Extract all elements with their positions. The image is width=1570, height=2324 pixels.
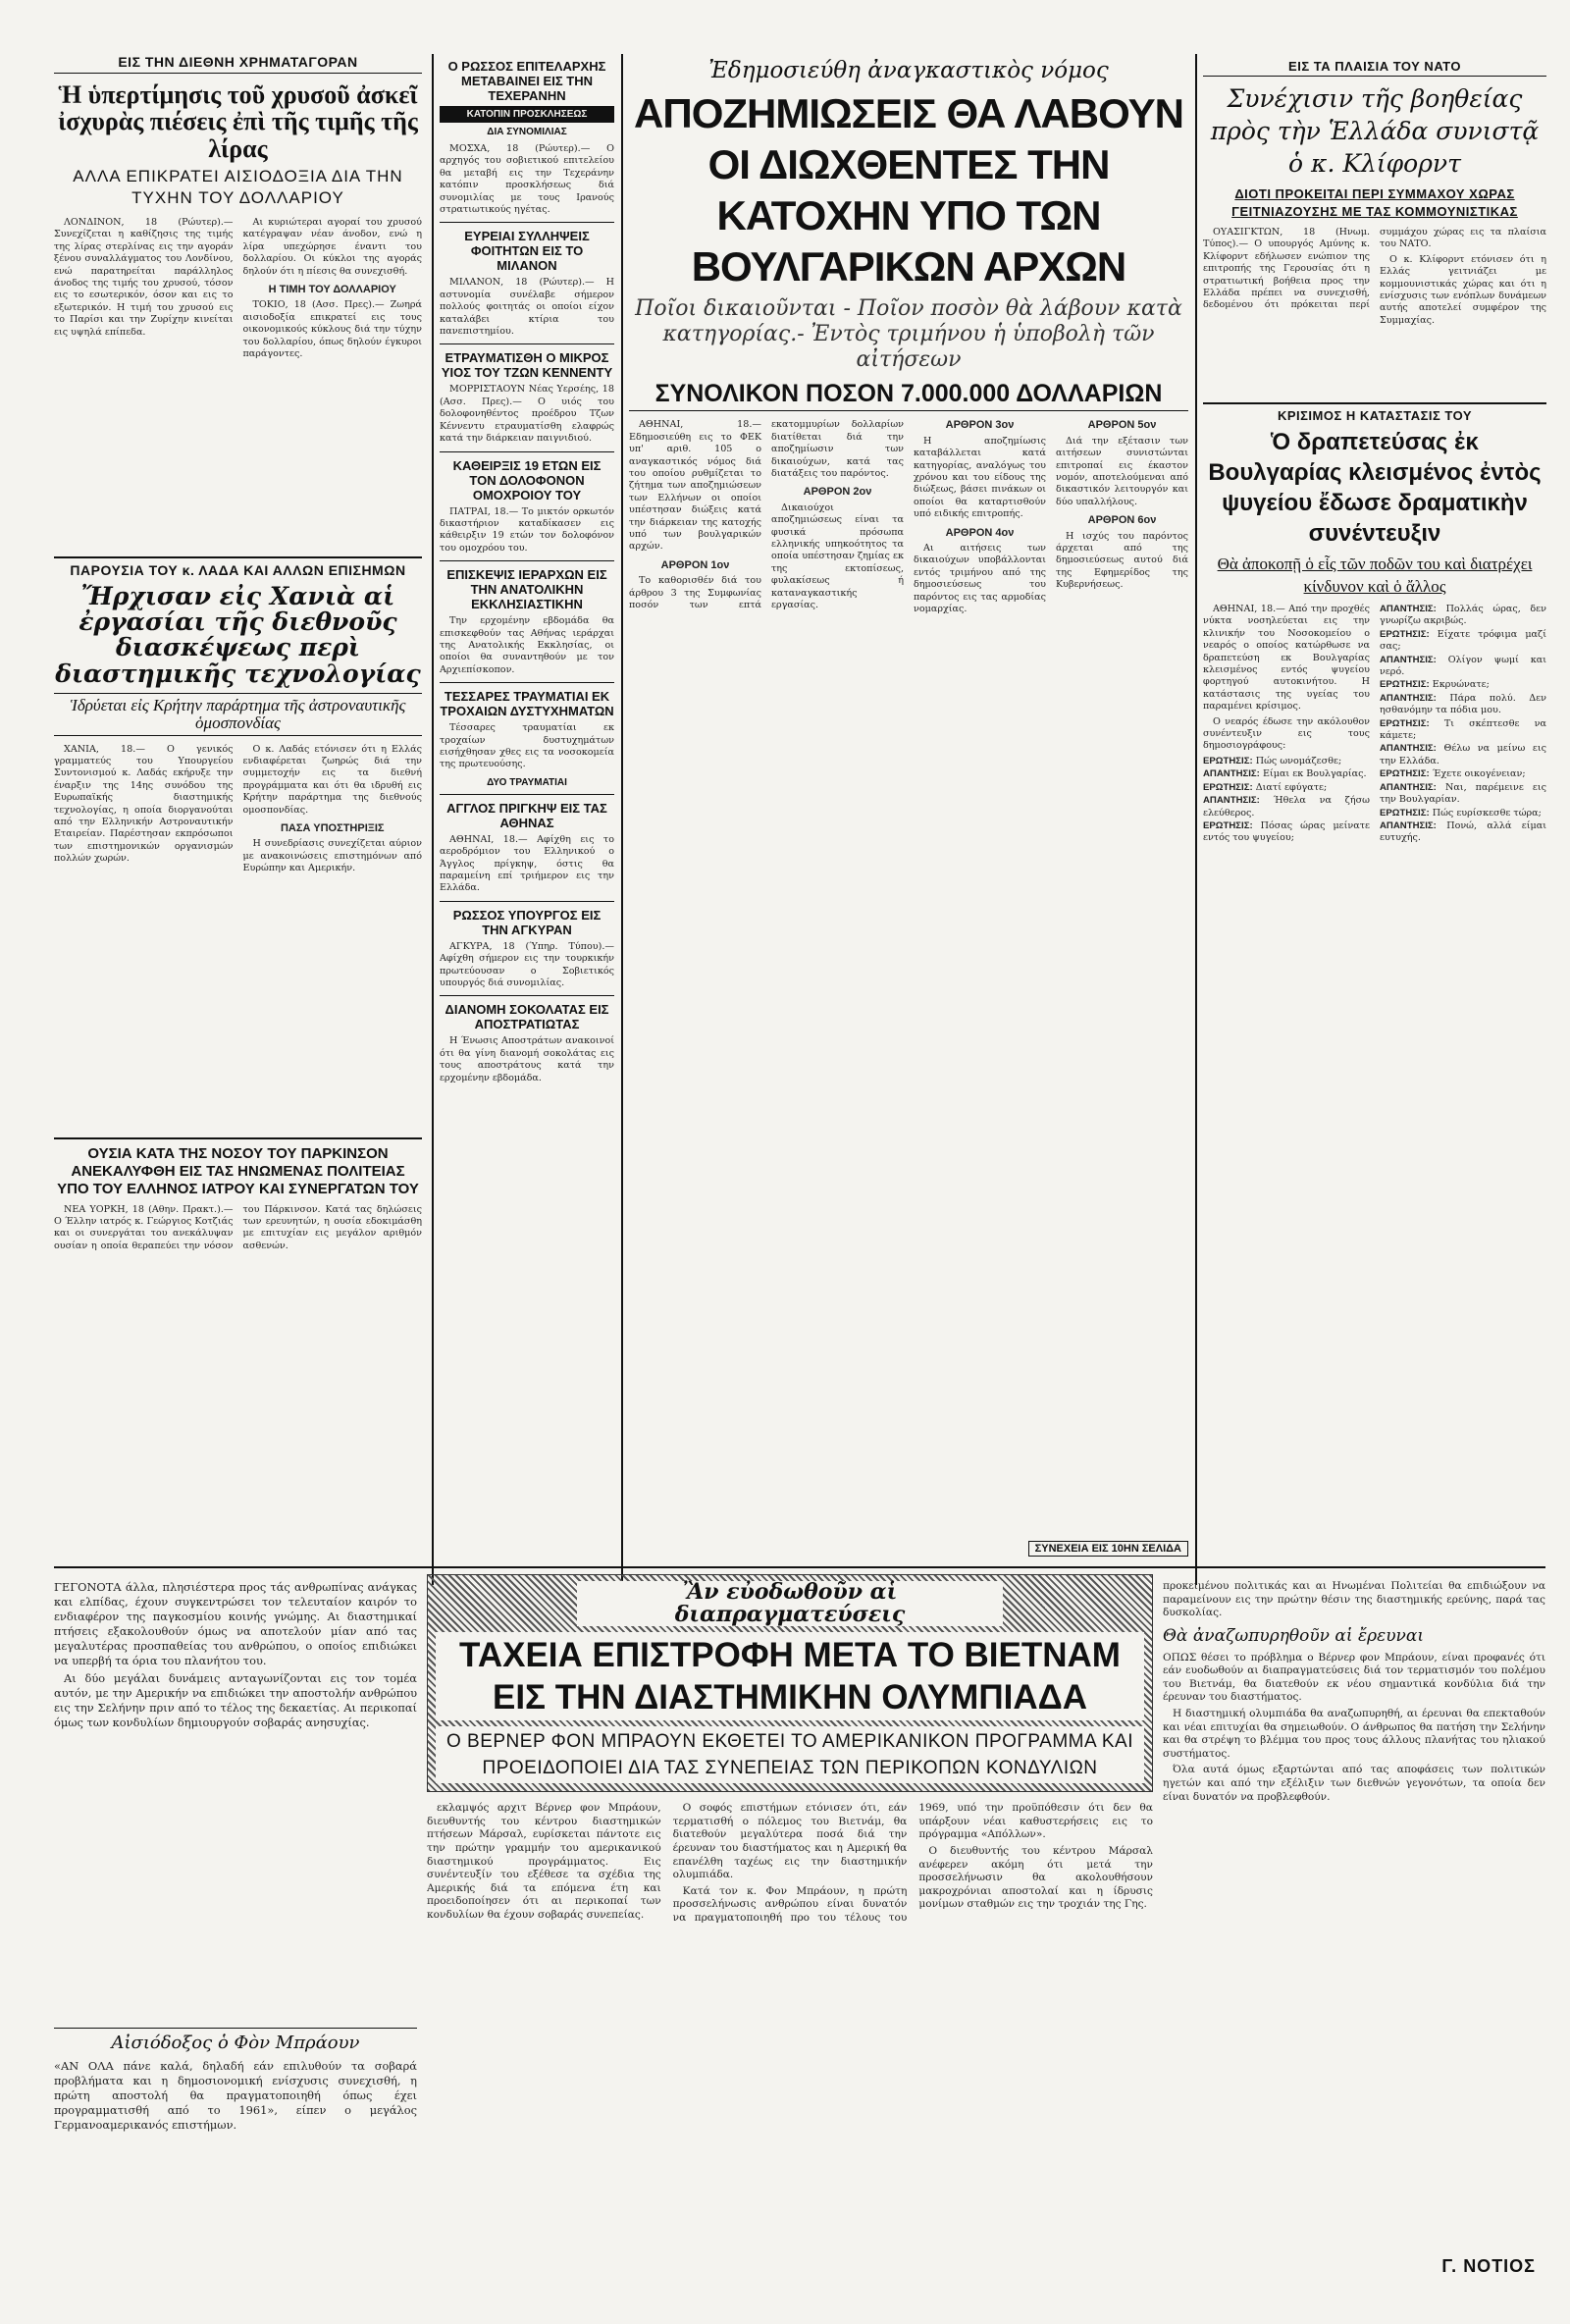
accidents-body: [440, 722, 614, 771]
article-2-heading: ΑΡΘΡΟΝ 2ον: [803, 486, 872, 499]
russian-chief-title: Ο ΡΩΣΣΟΣ ΕΠΙΤΕΛΑΡΧΗΣ ΜΕΤΑΒΑΙΝΕΙ ΕΙΣ ΤΗΝ ΤΕΧΕΡΑΝΗΝ: [447, 59, 606, 103]
gold-headline: Ἡ ὑπερτίμησις τοῦ χρυσοῦ ἀσκεῖ ἰσχυρὰς πιέσεις ἐπὶ τῆς τιμῆς τῆς λίρας: [58, 80, 418, 163]
kennedy-paragraph: ΜΟΡΡΙΣΤΑΟΥΝ Νέας Υερσέης, 18 (Ασσ. Πρες).— Ο υιός του δολοφονηθέντος προέδρου Τζων Κέννεντυ ετραυματίσθη ελαφρώς κατά την διάρκειαν παιγνιδιού.: [440, 384, 614, 445]
gold-subhead: ΑΛΛΑ ΕΠΙΚΡΑΤΕΙ ΑΙΣΙΟΔΟΞΙΑ ΔΙΑ ΤΗΝ ΤΥΧΗΝ ΤΟΥ ΔΟΛΛΑΡΙΟΥ: [73, 166, 403, 207]
support-subhead: ΠΑΣΑ ΥΠΟΣΤΗΡΙΞΙΣ: [280, 822, 385, 835]
interview-speaker-label: ΑΠΑΝΤΗΣΙΣ:: [1380, 819, 1437, 831]
chania-subhead: Ἱδρύεται εἰς Κρήτην παράρτημα τῆς ἀστροναυτικῆς ὁμοσπονδίας: [54, 693, 422, 736]
interview-text: Είμαι εκ Βουλγαρίας.: [1262, 768, 1367, 780]
prince-paragraph: ΑΘΗΝΑΙ, 18.— Αφίχθη εις το αεροδρόμιον του Ελληνικού ο Άγγλος πρίγκηψ, όστις θα παραμείνη επί τριήμερον εις την Ελλάδα.: [440, 833, 614, 894]
interview-speaker-label: ΑΠΑΝΤΗΣΙΣ:: [1203, 768, 1260, 780]
nato-article-body: [1203, 227, 1546, 398]
chania-kicker: ΠΑΡΟΥΣΙΑ ΤΟΥ κ. ΛΑΔΑ ΚΑΙ ΑΛΛΩΝ ΕΠΙΣΗΜΩΝ: [70, 561, 406, 578]
nato-paragraph: ΟΥΑΣΙΓΚΤΩΝ, 18 (Ηνωμ. Τύπος).— Ο υπουργός Αμύνης κ. Κλίφορντ εδήλωσεν ενώπιον της επιτροπής της Γερουσίας ότι η στρατιωτική βοήθεια προς την Ελλάδα πρέπει να συνεχισθή, δεδομένου ότι πρόκειται περί συμμάχου χώρας εις τα πλαίσια του ΝΑΤΟ.: [1203, 227, 1546, 311]
article-1-heading: ΑΡΘΡΟΝ 1ον: [660, 558, 730, 571]
right-paragraph: προκειμένου πολιτικάς και αι Ηνωμέναι Πολιτείαι θα επιδιώξουν να παραμείνουν εις την πρώτην θέσιν της διαστημικής ερεύνης, παρά τας δυσκολίας.: [1163, 1580, 1545, 1619]
russian-chief-sub: ΚΑΤΟΠΙΝ ΠΡΟΣΚΛΗΣΕΩΣ: [440, 106, 614, 123]
chania-paragraph: ΧΑΝΙΑ, 18.— Ο γενικός γραμματεύς του Υπουργείου Συντονισμού κ. Λαδάς εκήρυξε την έναρξιν της 14ης συνόδου της Ευρωπαϊκής διαστημικής τεχνολογίας, η οποία διοργανούται από την Ελληνικήν Αστροναυτικήν Εταιρείαν. Παρέστησαν εκπρόσωποι των επιστημονικών οργανισμών πολλών χωρών.: [54, 743, 234, 865]
ankara-paragraph: ΑΓΚΥΡΑ, 18 (Ύπηρ. Τύπου).— Αφίχθη σήμερον εις την τουρκικήν πρωτεύουσαν ο Σοβιετικός υπουργός διά συνομιλίας.: [440, 940, 614, 989]
parkinson-headline: ΟΥΣΙΑ ΚΑΤΑ ΤΗΣ ΝΟΣΟΥ ΤΟΥ ΠΑΡΚΙΝΣΟΝ ΑΝΕΚΑΛΥΦΘΗ ΕΙΣ ΤΑΣ ΗΝΩΜΕΝΑΣ ΠΟΛΙΤΕΙΑΣ ΥΠΟ ΤΟΥ ΕΛΛΗΝΟΣ ΙΑΤΡΟΥ ΚΑΙ ΣΥΝΕΡΓΑΤΩΝ ΤΟΥ: [57, 1144, 419, 1197]
nato-paragraph: Ο κ. Κλίφορντ ετόνισεν ότι η Ελλάς γειτνιάζει με κομμουνιστικάς χώρας και ότι η ενίσχυσις των ενόπλων δυνάμεων αυτής αποτελεί συμφέρον της Συμμαχίας.: [1380, 253, 1546, 326]
space-subhead: Ο ΒΕΡΝΕΡ ΦΟΝ ΜΠΡΑΟΥΝ ΕΚΘΕΤΕΙ ΤΟ ΑΜΕΡΙΚΑΝΙΚΟΝ ΠΡΟΓΡΑΜΜΑ ΚΑΙ ΠΡΟΕΙΔΟΠΟΙΕΙ ΔΙΑ ΤΑΣ ΣΥΝΕΠΕΙΑΣ ΤΩΝ ΠΕΡΙΚΟΠΩΝ ΚΟΝΔΥΛΙΩΝ: [436, 1726, 1144, 1783]
refrigerator-article-body: [1203, 604, 1546, 1506]
patras-body: [440, 506, 614, 555]
refrigerator-headline: Ὁ δραπετεύσας ἐκ Βουλγαρίας κλεισμένος ἐντὸς ψυγείου ἔδωσε δραματικὴν συνέντευξιν: [1208, 429, 1542, 547]
lead-paragraph: Διά την εξέτασιν των αιτήσεων συνιστώνται επιτροπαί εις έκαστον νομόν, αποτελούμεναι από δικαστικόν λειτουργόν και δύο υπαλλήλους.: [1056, 435, 1188, 507]
accidents-paragraph: Τέσσαρες τραυματίαι εκ τροχαίων δυστυχημάτων εισήχθησαν χθες εις τα νοσοκομεία της πρωτευούσης.: [440, 722, 614, 770]
article-4-heading: ΑΡΘΡΟΝ 4ον: [945, 526, 1015, 539]
parkinson-article-body: [54, 1204, 422, 1351]
ankara-body: [440, 941, 614, 990]
lead-paragraph: ΑΘΗΝΑΙ, 18.— Εδημοσιεύθη εις το ΦΕΚ υπ' αριθ. 105 ο αναγκαστικός νόμος διά του οποίου ρυθμίζεται το ζήτημα των αποζημιώσεων των Ελλήνων οι οποίοι υπέστησαν διώξεις κατά την διάρκειαν της κατοχής υπό των βουλγαρικών αρχών.: [629, 419, 761, 553]
prince-title: ΑΓΓΛΟΣ ΠΡΙΓΚΗΨ ΕΙΣ ΤΑΣ ΑΘΗΝΑΣ: [446, 800, 607, 830]
interview-speaker-label: ΕΡΩΤΗΣΙΣ:: [1203, 755, 1253, 766]
interview-speaker-label: ΕΡΩΤΗΣΙΣ:: [1380, 679, 1430, 691]
space-paragraph: Ο διευθυντής του κέντρου Μάρσαλ ανέφερεν ακόμη ότι μετά την προσσελήνωσιν θα ακολουθήσουν μακροχρόνιαι αποστολαί και η ίδρυσις μονίμων σταθμών εις την τροχιάν της Γης.: [918, 1844, 1153, 1911]
column-rule-2: [621, 54, 623, 1585]
russian-chief-paragraph: ΜΟΣΧΑ, 18 (Ρώυτερ).— Ο αρχηγός του σοβιετικού επιτελείου θα μεταβή εις την Τεχεράνην κατόπιν προσκλήσεως διά συνομιλίας με τους Ιρανούς στρατιωτικούς ηγέτας.: [440, 143, 614, 216]
interview-speaker-label: ΕΡΩΤΗΣΙΣ:: [1380, 768, 1430, 780]
interview-speaker-label: ΕΡΩΤΗΣΙΣ:: [1203, 819, 1253, 831]
editorial-paragraph: Αι δύο μεγάλαι δυνάμεις ανταγωνίζονται εις τον τομέα αυτόν, με την Αμερικήν να επιδιώκει την αποστολήν ανθρώπου εις την Σελήνην πριν από το τέλος της δεκαετίας. Αι περικοπαί όμως των κονδυλίων δημιουργούν σοβαράς ανησυχίας.: [54, 1671, 417, 1729]
bottom-right-column: [1163, 1580, 1545, 2306]
chania-paragraph: Η συνεδρίασις συνεχίζεται αύριον με ανακοινώσεις επιστημόνων από Ευρώπην και Αμερικήν.: [242, 838, 422, 874]
space-paragraph: εκλαμψός αρχιτ Βέρνερ φον Μπράουν, διευθυντής του κέντρου διαστημικών πτήσεων Μάρσαλ, ευρίσκεται πάντοτε εις την πρώτην γραμμήν του αμερικανικού διαστημικού προγράμματος. Εις συνέντευξίν του εξέθεσε τα σχέδια της Αμερικής διά τα επόμενα έτη και προειδοποίησεν ότι αι περικοπαί των κονδυλίων θα έχουν σοβαράς συνεπείας.: [427, 1802, 661, 1921]
refrigerator-paragraph: Ο νεαρός έδωσε την ακόλουθον συνέντευξιν εις τους δημοσιογράφους:: [1203, 715, 1370, 752]
bottom-section-rule: [54, 1566, 1545, 1568]
russian-chief-sub2: ΔΙΑ ΣΥΝΟΜΙΛΙΑΣ: [487, 127, 567, 137]
kennedy-title: ΕΤΡΑΥΜΑΤΙΣΘΗ Ο ΜΙΚΡΟΣ ΥΙΟΣ ΤΟΥ ΤΖΩΝ ΚΕΝΝΕΝΤΥ: [441, 350, 613, 381]
interview-qa-item: [1203, 795, 1370, 819]
von-braun-optimist-paragraph: «ΑΝ ΟΛΑ πάνε καλά, δηλαδή εάν επιλυθούν τα σοβαρά προβλήματα και η δημοσιονομική ενίσχυσις συνεχισθή, η πρώτη αποστολή θα πραγματοποιηθή όπως έχει προγραμματισθή από το 1961», είπεν ο μεγάλος Γερμανοαμερικανός επιστήμων.: [54, 2058, 417, 2132]
milan-body: [440, 277, 614, 338]
milan-paragraph: ΜΙΛΑΝΟΝ, 18 (Ρώυτερ).— Η αστυνομία συνέλαβε σήμερον πολλούς φοιτητάς οι οποίοι είχον καταλάβει κτίρια του πανεπιστημίου.: [440, 277, 614, 338]
interview-qa-item: [1203, 820, 1370, 845]
von-braun-optimist-title: Αἰσιόδοξος ὁ Φὸν Μπράουν: [111, 2033, 360, 2053]
interview-speaker-label: ΑΠΑΝΤΗΣΙΣ:: [1380, 604, 1437, 614]
lead-paragraph: Η ισχύς του παρόντος άρχεται από της δημοσιεύσεως αυτού διά της Εφημερίδος της Κυβερνήσεως.: [1056, 530, 1188, 591]
gold-paragraph: Αι κυριώτεραι αγοραί του χρυσού κατέγραψαν νέαν άνοδον, ενώ η λίρα υπεχώρησε έναντι του δολλαρίου. Οι κύκλοι της αγοράς δηλούν ότι η πίεσις θα συνεχισθή.: [242, 216, 422, 277]
gold-paragraph: ΤΟΚΙΟ, 18 (Ασσ. Πρες).— Ζωηρά αισιοδοξία επικρατεί εις τους οικονομικούς κύκλους διά την τύχην του δολλαρίου, όπως δηλούν έγκυροι παράγοντες.: [242, 299, 422, 359]
lead-paragraph: Αι αιτήσεις των δικαιούχων υποβάλλονται εντός τριμήνου από της δημοσιεύσεως του παρόντος εις τας αρμοδίας νομαρχίας.: [914, 543, 1046, 615]
interview-text: Πώς ευρίσκεσθε τώρα;: [1432, 807, 1542, 819]
interview-speaker-label: ΕΡΩΤΗΣΙΣ:: [1380, 628, 1430, 640]
interview-text: Θέλω να μείνω εις την Ελλάδα.: [1380, 743, 1546, 766]
interview-text: Πονώ, αλλά είμαι ευτυχής.: [1380, 819, 1546, 844]
chania-article-body: [54, 744, 422, 1132]
column-1: [54, 54, 422, 1565]
chocolate-paragraph: Η Ένωσις Αποστράτων ανακοινοί ότι θα γίνη διανομή σοκολάτας εις τους αποστράτους κατά την ερχομένην εβδομάδα.: [440, 1035, 614, 1083]
article-5-heading: ΑΡΘΡΟΝ 5ον: [1087, 419, 1157, 432]
interview-text: Πολλάς ώρας, δεν γνωρίζω ακριβώς.: [1380, 604, 1546, 627]
accidents-title: ΤΕΣΣΑΡΕΣ ΤΡΑΥΜΑΤΙΑΙ ΕΚ ΤΡΟΧΑΙΩΝ ΔΥΣΤΥΧΗΜΑΤΩΝ: [440, 689, 614, 719]
accidents-subhead: ΔΥΟ ΤΡΑΥΜΑΤΙΑΙ: [487, 776, 567, 788]
interview-text: Τι σκέπτεσθε να κάμετε;: [1380, 717, 1546, 742]
refrigerator-subhead: Θὰ ἀποκοπῇ ὁ εἷς τῶν ποδῶν του καὶ διατρέχει κίνδυνον καὶ ὁ ἄλλος: [1217, 555, 1533, 596]
refrigerator-paragraph: ΑΘΗΝΑΙ, 18.— Από την προχθές νύκτα νοσηλεύεται εις την κλινικήν του Νοσοκομείου ο νεαρός ο οποίος κατώρθωσε να δραπετεύση εκ Βουλγαρίας κλεισμένος εντός ψυγείου φορτηγού αυτοκινήτου. Η κατάστασις της υγείας του παραμένει κρίσιμος.: [1203, 604, 1370, 713]
gold-article-body: [54, 217, 422, 551]
interview-text: Ήθελα να ζήσω ελεύθερος.: [1203, 795, 1370, 819]
research-title: Θὰ ἀναζωπυρηθοῦν αἱ ἔρευναι: [1163, 1625, 1425, 1646]
interview-qa-item: [1380, 693, 1546, 717]
interview-qa-item: [1380, 604, 1546, 628]
interview-text: Εκρυώνατε;: [1432, 679, 1490, 691]
interview-text: Έχετε οικογένειαν;: [1432, 768, 1526, 780]
hierarchs-paragraph: Την ερχομένην εβδομάδα θα επισκεφθούν τας Αθήνας ιεράρχαι της Ανατολικής Εκκλησίας, οι οποίοι θα συναντηθούν με τον Αρχιεπίσκοπον.: [440, 615, 614, 675]
space-headline-banner: [427, 1574, 1153, 1792]
lead-headline: ΑΠΟΖΗΜΙΩΣΕΙΣ ΘΑ ΛΑΒΟΥΝ ΟΙ ΔΙΩΧΘΕΝΤΕΣ ΤΗΝ ΚΑΤΟΧΗΝ ΥΠΟ ΤΩΝ ΒΟΥΛΓΑΡΙΚΩΝ ΑΡΧΩΝ: [634, 90, 1183, 290]
patras-title: ΚΑΘΕΙΡΞΙΣ 19 ΕΤΩΝ ΕΙΣ ΤΟΝ ΔΟΛΟΦΟΝΟΝ ΟΜΟΧΡΟΙΟΥ ΤΟΥ: [452, 457, 602, 502]
chocolate-title: ΔΙΑΝΟΜΗ ΣΟΚΟΛΑΤΑΣ ΕΙΣ ΑΠΟΣΤΡΑΤΙΩΤΑΣ: [445, 1002, 609, 1032]
kennedy-body: [440, 384, 614, 445]
article-6-heading: ΑΡΘΡΟΝ 6ον: [1087, 514, 1157, 527]
interview-text: Είχατε τρόφιμα μαζί σας;: [1380, 628, 1546, 653]
space-kicker: Ἂν εὐοδωθοῦν αἱ διαπραγματεύσεις: [577, 1581, 1002, 1626]
interview-speaker-label: ΑΠΑΝΤΗΣΙΣ:: [1203, 795, 1260, 807]
interview-text: Πάρα πολύ. Δεν ησθανόμην τα πόδια μου.: [1380, 692, 1546, 716]
interview-qa-item: [1380, 655, 1546, 679]
nato-kicker: ΕΙΣ ΤΑ ΠΛΑΙΣΙΑ ΤΟΥ ΝΑΤΟ: [1203, 59, 1546, 77]
hierarchs-title: ΕΠΙΣΚΕΨΙΣ ΙΕΡΑΡΧΩΝ ΕΙΣ ΤΗΝ ΑΝΑΤΟΛΙΚΗΝ ΕΚΚΛΗΣΙΑΣΤΙΚΗΝ: [446, 567, 607, 612]
hierarchs-body: [440, 615, 614, 676]
chania-headline: Ἤρχισαν εἰς Χανιὰ αἱ ἐργασίαι τῆς διεθνοῦς διασκέψεως περὶ διαστημικῆς τεχνολογίας: [55, 581, 421, 688]
parkinson-paragraph: ΝΕΑ ΥΟΡΚΗ, 18 (Αθην. Πρακτ.).— Ο Έλλην ιατρός κ. Γεώργιος Κοτζιάς και οι συνεργάται του ανεκάλυψαν ουσίαν η οποία θεραπεύει την νόσον του Πάρκινσον. Κατά τας δηλώσεις των ερευνητών, η ουσία εδοκιμάσθη με επιτυχίαν εις μεγάλον αριθμόν ασθενών.: [54, 1203, 422, 1251]
interview-qa-item: [1380, 718, 1546, 743]
interview-text: Πώς ωνομάζεσθε;: [1255, 755, 1342, 766]
interview-qa-item: [1203, 756, 1370, 767]
research-paragraph: ΟΠΩΣ θέσει το πρόβλημα ο Βέρνερ φον Μπράουν, είναι προφανές ότι εάν ευοδωθούν αι διαπραγματεύσεις διά τον τερματισμόν του πολέμου του Βιετνάμ, θα διατεθούν εκ νέου σημαντικά κονδύλια διά την έρευναν του διαστήματος.: [1163, 1651, 1545, 1704]
editorial-paragraph: ΓΕΓΟΝΟΤΑ άλλα, πλησιέστερα προς τάς ανθρωπίνας ανάγκας και ελπίδας, έχουν συγκεντρώσει τον τελευταίον καιρόν το ενδιαφέρον της παγκοσμίου κοινής γνώμης. Αι διαστημικαί πτήσεις εξακολουθούν όμως να αποτελούν μίαν από τας μεγαλυτέρας προσπαθείας του ανθρώπου, ο οποίος επιδιώκει να υπερβή τα όρια του πλανήτου του.: [54, 1580, 417, 1667]
interview-text: Ναι, παρέμεινε εις την Βουλγαρίαν.: [1380, 781, 1546, 806]
bottom-center-column: [427, 1574, 1153, 2310]
dollar-subhead: Η ΤΙΜΗ ΤΟΥ ΔΟΛΛΑΡΙΟΥ: [268, 283, 396, 295]
lead-subhead: ΣΥΝΟΛΙΚΟΝ ΠΟΣΟΝ 7.000.000 ΔΟΛΛΑΡΙΩΝ: [629, 381, 1188, 411]
column-3: [629, 59, 1188, 1560]
interview-text: Ολίγον ψωμί και νερό.: [1380, 654, 1546, 678]
interview-speaker-label: ΑΠΑΝΤΗΣΙΣ:: [1380, 654, 1437, 665]
interview-qa-item: [1380, 808, 1546, 819]
column-rule-1: [432, 54, 434, 1585]
article-3-heading: ΑΡΘΡΟΝ 3ον: [945, 419, 1015, 432]
column-2: [440, 59, 614, 1560]
patras-paragraph: ΠΑΤΡΑΙ, 18.— Το μικτόν ορκωτόν δικαστήριον καταδίκασεν εις κάθειρξιν 19 ετών τον δολοφόνον του ομοχρόου του.: [440, 505, 614, 554]
interview-speaker-label: ΑΠΑΝΤΗΣΙΣ:: [1380, 781, 1437, 793]
refrigerator-kicker: ΚΡΙΣΙΜΟΣ Η ΚΑΤΑΣΤΑΣΙΣ ΤΟΥ: [1277, 408, 1473, 423]
lead-paragraph: Η αποζημίωσις καταβάλλεται κατά κατηγορίας, αναλόγως του χρόνου και του είδους της διώξεως, βάσει πινάκων οι οποίοι θα καταρτισθούν υπό ειδικής επιτροπής.: [914, 435, 1046, 520]
space-article-body: [427, 1802, 1153, 2310]
lead-paragraph: Δικαιούχοι αποζημιώσεως είναι τα φυσικά πρόσωπα ελληνικής υπηκοότητος τα οποία υπέστησαν ζημίας εκ της εκτοπίσεως, φυλακίσεως ή καταναγκαστικής εργασίας.: [771, 502, 904, 611]
milan-title: ΕΥΡΕΙΑΙ ΣΥΛΛΗΨΕΙΣ ΦΟΙΤΗΤΩΝ ΕΙΣ ΤΟ ΜΙΛΑΝΟΝ: [464, 229, 590, 274]
lead-paragraph: Το καθορισθέν διά του άρθρου 3 της Συμφωνίας ποσόν των επτά εκατομμυρίων δολλαρίων διατίθεται διά την αποζημίωσιν των δικαιούχων, κατά τας διατάξεις του παρόντος.: [629, 419, 904, 611]
byline: Γ. ΝΟΤΙΟΣ: [1441, 2256, 1536, 2276]
russian-chief-body: [440, 143, 614, 216]
interview-qa-item: [1203, 782, 1370, 794]
chania-paragraph: Ο κ. Λαδάς ετόνισεν ότι η Ελλάς ενδιαφέρεται ζωηρώς διά την συμμετοχήν εις τα διεθνή προγράμματα και ότι θα ιδρυθή εις Κρήτην παράρτημα της διεθνούς ομοσπονδίας.: [242, 743, 422, 816]
research-body: [1163, 1652, 1545, 1805]
interview-qa-item: [1203, 768, 1370, 780]
lead-article-body: [629, 419, 1188, 1560]
interview-speaker-label: ΕΡΩΤΗΣΙΣ:: [1203, 781, 1253, 793]
research-paragraph: Όλα αυτά όμως εξαρτώνται από τας αποφάσεις των πολιτικών ηγετών και από την εξέλιξιν των διεθνών γεγονότων, τα οποία δεν είναι δυνατόν να προβλεφθούν.: [1163, 1764, 1545, 1803]
lead-kicker: Ἐδημοσιεύθη ἀναγκαστικὸς νόμος: [708, 59, 1109, 83]
space-paragraph: Ο σοφός επιστήμων ετόνισεν ότι, εάν τερματισθή ο πόλεμος του Βιετνάμ, θα διατεθούν μεγαλύτερα ποσά διά την έρευναν του διαστήματος και η Αμερική θα επανέλθη ταχέως εις την διαστημικήν ολυμπιάδα.: [672, 1802, 908, 1881]
interview-speaker-label: ΕΡΩΤΗΣΙΣ:: [1380, 717, 1430, 729]
interview-qa-item: [1380, 629, 1546, 654]
continuation-note: ΣΥΝΕΧΕΙΑ ΕΙΣ 10ΗΝ ΣΕΛΙΔΑ: [1028, 1541, 1188, 1557]
interview-speaker-label: ΑΠΑΝΤΗΣΙΣ:: [1380, 692, 1437, 704]
lead-deck: Ποῖοι δικαιοῦνται - Ποῖον ποσὸν θὰ λάβουν κατὰ κατηγορίας.- Ἐντὸς τριμήνου ἡ ὑποβολὴ τῶν αἰτήσεων: [635, 296, 1182, 373]
interview-text: Πόσας ώρας μείνατε εντός του ψυγείου;: [1203, 819, 1370, 844]
interview-qa-item: [1380, 768, 1546, 780]
nato-subhead: ΔΙΟΤΙ ΠΡΟΚΕΙΤΑΙ ΠΕΡΙ ΣΥΜΜΑΧΟΥ ΧΩΡΑΣ ΓΕΙΤΝΙΑΖΟΥΣΗΣ ΜΕ ΤΑΣ ΚΟΜΜΟΥΝΙΣΤΙΚΑΣ: [1231, 186, 1518, 219]
gold-kicker: ΕΙΣ ΤΗΝ ΔΙΕΘΝΗ ΧΡΗΜΑΤΑΓΟΡΑΝ: [54, 54, 422, 74]
column-4: [1203, 59, 1546, 1560]
interview-qa-item: [1380, 743, 1546, 767]
interview-qa-item: [1380, 782, 1546, 807]
editorial-body: [54, 1580, 417, 2022]
right-body-top: [1163, 1580, 1545, 1620]
bottom-left-column: [54, 1580, 417, 2306]
interview-text: Διατί εφύγατε;: [1255, 781, 1328, 793]
interview-qa-item: [1380, 820, 1546, 845]
space-headline: ΤΑΧΕΙΑ ΕΠΙΣΤΡΟΦΗ ΜΕΤΑ ΤΟ ΒΙΕΤΝΑΜ ΕΙΣ ΤΗΝ ΔΙΑΣΤΗΜΙΚΗΝ ΟΛΥΜΠΙΑΔΑ: [436, 1632, 1144, 1720]
prince-body: [440, 834, 614, 895]
interview-qa-item: [1380, 679, 1546, 691]
chocolate-body: [440, 1035, 614, 1084]
ankara-title: ΡΩΣΣΟΣ ΥΠΟΥΡΓΟΣ ΕΙΣ ΤΗΝ ΑΓΚΥΡΑΝ: [452, 907, 602, 937]
gold-paragraph: ΛΟΝΔΙΝΟΝ, 18 (Ρώυτερ).— Συνεχίζεται η καθίζησις της τιμής της λίρας στερλίνας εις την αγοράν ξένου συναλλάγματος του Λονδίνου, ενώ παρατηρείται παράλληλος άνοδος της τιμής του χρυσού, τόσον εις το εσωτερικόν, όσον και εις το εξωτερικόν. Η τιμή του χρυσού εις το Παρίσι και την Ζυρίχην κινείται εις υψηλά επίπεδα.: [54, 216, 234, 338]
space-paragraph: Κατά τον κ. Φον Μπράουν, η πρώτη προσσελήνωσις ανθρώπου είναι δυνατόν να πραγματοποιηθή προ του τέλους του 1969, υπό την προϋπόθεσιν ότι δεν θα υπάρξουν νέαι καθυστερήσεις εις το πρόγραμμα «Απόλλων».: [672, 1802, 1153, 1924]
interview-speaker-label: ΑΠΑΝΤΗΣΙΣ:: [1380, 743, 1437, 755]
research-paragraph: Η διαστημική ολυμπιάδα θα αναζωπυρηθή, αι έρευναι θα επεκταθούν και νέαι επιτυχίαι θα σημειωθούν. Ο άνθρωπος θα πατήση την Σελήνην και θα στρέψη το βλέμμα του προς τους άλλους πλανήτας του ηλιακού συστήματος.: [1163, 1708, 1545, 1760]
column-rule-3: [1195, 54, 1197, 1585]
interview-speaker-label: ΕΡΩΤΗΣΙΣ:: [1380, 807, 1430, 819]
von-braun-optimist-body: [54, 2059, 417, 2133]
nato-headline: Συνέχισιν τῆς βοηθείας πρὸς τὴν Ἑλλάδα συνιστᾷ ὁ κ. Κλίφορντ: [1210, 84, 1540, 178]
